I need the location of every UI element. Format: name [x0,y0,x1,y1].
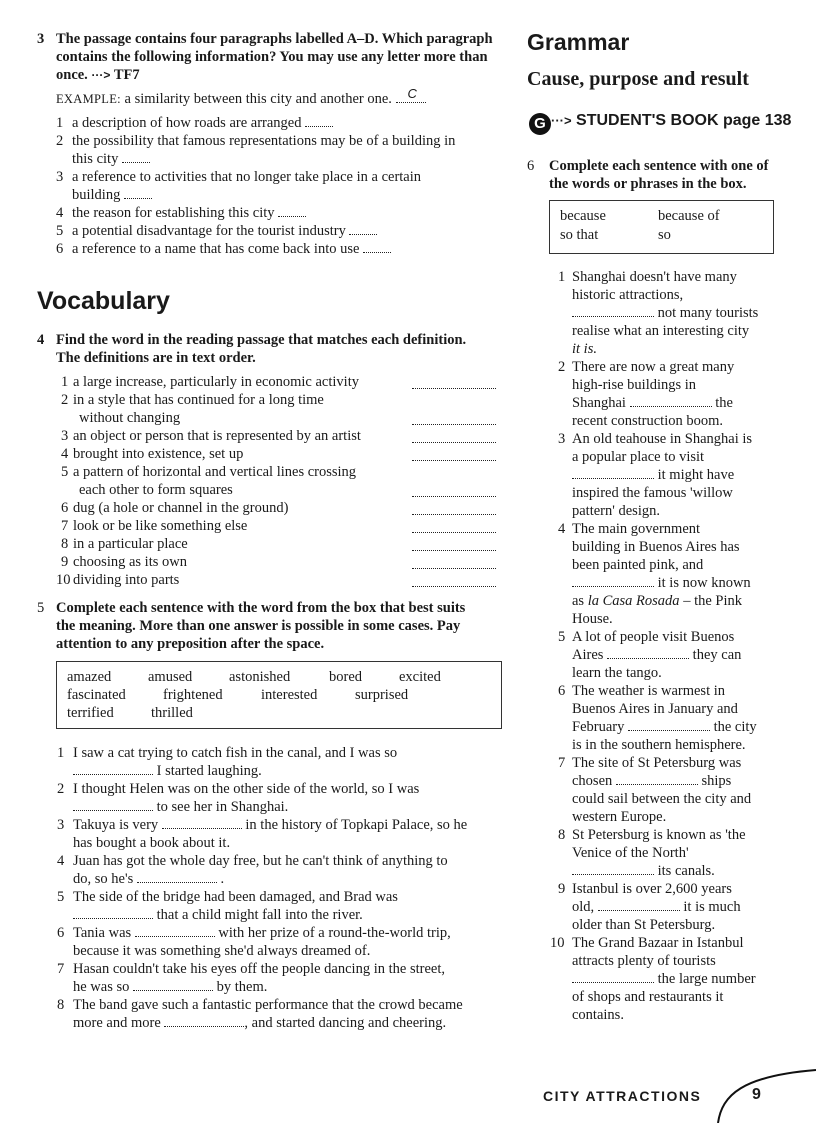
sentence-text: it is. [572,341,597,357]
item-number: 1 [56,115,64,131]
item-number: 6 [57,925,65,941]
sentence-text: February [572,719,625,735]
q3-number: 3 [37,31,45,47]
list-item [37,553,507,571]
answer-blank[interactable] [164,1015,244,1027]
question-5 [37,599,507,653]
item-number: 6 [558,683,566,699]
item-text: a potential disadvantage for the tourist industry [72,223,346,239]
sentence-text: they can [692,647,742,663]
item-number: 7 [61,518,69,534]
answer-blank[interactable] [572,863,654,875]
answer-blank[interactable] [412,377,496,389]
sentence-text: contains. [572,1007,624,1023]
answer-blank[interactable] [73,799,153,811]
item-text: in a style that has continued for a long time [73,392,324,408]
q3-instruction-line-3: once. [56,67,88,83]
q3-example [37,86,507,108]
list-item [37,114,507,132]
list-item [37,780,507,816]
footer-curve-decoration [712,1060,816,1123]
item-text: choosing as its own [73,554,187,570]
list-item [548,430,798,520]
item-text-cont: this city [72,151,119,167]
sentence-text: do, so he's [73,871,134,887]
q6-instruction-line-2: the words or phrases in the box. [549,176,747,192]
list-item [37,888,507,924]
list-item [548,358,798,430]
item-number: 4 [61,446,69,462]
answer-blank[interactable] [412,431,496,443]
example-answer: C [407,86,417,101]
sentence-text: The main government [572,521,701,537]
sentence-text: a popular place to visit [572,449,705,465]
sentence-text: that a child might fall into the river. [156,907,363,923]
answer-blank[interactable] [412,485,496,497]
answer-blank[interactable] [137,871,217,883]
list-item [548,268,798,358]
item-text: dividing into parts [73,572,180,588]
q5-instruction-line-2: the meaning. More than one answer is possible in some cases. Pay [56,618,461,634]
question-3 [37,30,507,258]
sentence-text: Shanghai doesn't have many [572,269,737,285]
box-word: surprised [355,687,409,703]
item-text: the possibility that famous representations may be of a building in [72,133,456,149]
sentence-text: it might have [657,467,735,483]
item-number: 4 [57,853,65,869]
list-item [548,754,798,826]
q5-number: 5 [37,600,45,616]
box-word: terrified [67,705,114,721]
item-number: 5 [61,464,69,480]
sentence-text: in the history of Topkapi Palace, so he [245,817,468,833]
sentence-text: because it was something she'd always dreamed of. [73,943,371,959]
example-answer-blank[interactable] [396,86,426,103]
list-item [37,816,507,852]
sentence-text: old, [572,899,595,915]
answer-blank[interactable] [412,413,496,425]
list-item [548,934,798,1024]
item-number: 8 [57,997,65,1013]
answer-blank[interactable] [135,925,215,937]
footer-unit-title: CITY ATTRACTIONS [543,1088,702,1104]
sentence-text: by them. [216,979,268,995]
sentence-text: is in the southern hemisphere. [572,737,746,753]
sentence-text: recent construction boom. [572,413,723,429]
answer-blank[interactable] [598,899,680,911]
list-item [548,520,798,628]
item-number: 9 [61,554,69,570]
q3-instruction-line-1: The passage contains four paragraphs labelled A–D. Which paragraph [56,31,493,47]
sentence-text: been painted pink, and [572,557,704,573]
item-number: 4 [56,205,64,221]
sentence-italic-text: la Casa Rosada [587,593,680,609]
list-item [37,852,507,888]
sentence-text: ships [701,773,732,789]
sentence-text: to see her in Shanghai. [156,799,289,815]
answer-blank[interactable] [572,971,654,983]
item-number: 2 [61,392,69,408]
grammar-badge-icon: G [529,113,551,135]
answer-blank[interactable] [162,817,242,829]
box-word: bored [329,669,363,685]
sentence-text: the [715,395,733,411]
box-word: thrilled [151,705,193,721]
sentence-text: The side of the bridge had been damaged, and Brad was [73,889,398,905]
answer-blank[interactable] [572,575,654,587]
item-number: 2 [56,133,64,149]
example-text: a similarity between this city and another one. [124,91,392,107]
answer-blank[interactable] [607,647,689,659]
answer-blank[interactable] [124,187,152,199]
list-item [37,499,507,517]
sentence-text: inspired the famous 'willow [572,485,733,501]
list-item [37,744,507,780]
box-word: so that [560,227,599,243]
list-item [548,826,798,880]
grammar-subtitle: Cause, purpose and result [527,68,749,90]
q5-instruction-line-3: attention to any preposition after the space. [56,636,325,652]
sb-reference-text: STUDENT'S BOOK page 138 [576,112,792,129]
item-number: 10 [56,572,71,588]
sentence-text: with her prize of a round-the-world trip, [218,925,451,941]
vocabulary-title: Vocabulary [37,287,170,315]
sentence-text: as [572,593,585,609]
item-text: a pattern of horizontal and vertical lines crossing [73,464,357,480]
sentence-text: – the Pink [683,593,742,609]
sentence-text: House. [572,611,613,627]
sentence-text: western Europe. [572,809,667,825]
item-number: 3 [61,428,69,444]
box-word: astonished [229,669,291,685]
q6-word-box [549,200,774,254]
q6-sentence-list [548,268,798,1024]
sentence-text: could sail between the city and [572,791,752,807]
answer-blank[interactable] [73,763,153,775]
sentence-text: Takuya is very [73,817,159,833]
box-word: because [560,208,606,224]
sentence-text: learn the tango. [572,665,662,681]
list-item [37,571,507,589]
item-number: 9 [558,881,566,897]
item-number: 5 [56,223,64,239]
list-item [548,682,798,754]
sentence-text: St Petersburg is known as 'the [572,827,746,843]
list-item [37,222,507,240]
answer-blank[interactable] [616,773,698,785]
q5-word-box [56,661,502,729]
students-book-reference [529,112,791,135]
answer-blank[interactable] [349,223,377,235]
sentence-text: older than St Petersburg. [572,917,716,933]
list-item [37,924,507,960]
item-text: look or be like something else [73,518,248,534]
arrow-icon: ···> [551,113,572,128]
list-item [37,168,507,204]
sentence-text: has bought a book about it. [73,835,231,851]
sentence-text: more and more [73,1015,161,1031]
item-text: an object or person that is represented by an artist [73,428,361,444]
item-number: 10 [550,935,565,951]
box-word: interested [261,687,318,703]
list-item [37,391,507,427]
box-word: because of [658,208,720,224]
q6-instruction-line-1: Complete each sentence with one of [549,158,769,174]
box-word: fascinated [67,687,126,703]
q4-instruction-line-2: The definitions are in text order. [56,350,256,366]
list-item [548,628,798,682]
sentence-text: pattern' design. [572,503,660,519]
item-number: 8 [61,536,69,552]
example-label: EXAMPLE: [56,92,121,106]
question-4 [37,331,507,367]
item-number: 8 [558,827,566,843]
q4-definition-list [37,373,507,589]
answer-blank[interactable] [628,719,710,731]
sentence-text: building in Buenos Aires has [572,539,740,555]
item-number: 1 [61,374,69,390]
sentence-text: I started laughing. [156,763,262,779]
answer-blank[interactable] [412,575,496,587]
sentence-text: There are now a great many [572,359,735,375]
sentence-text: realise what an interesting city [572,323,750,339]
answer-blank[interactable] [363,241,391,253]
box-word: excited [399,669,441,685]
item-number: 6 [56,241,64,257]
sentence-text: it is much [683,899,741,915]
q4-instruction-line-1: Find the word in the reading passage that matches each definition. [56,332,467,348]
box-word: so [658,227,671,243]
answer-blank[interactable] [412,503,496,515]
sentence-text: not many tourists [657,305,759,321]
list-item [37,132,507,168]
answer-blank[interactable] [122,151,150,163]
item-text: a large increase, particularly in economic activity [73,374,359,390]
sentence-text: chosen [572,773,613,789]
answer-blank[interactable] [412,521,496,533]
list-item [37,996,507,1032]
q3-tf-reference: TF7 [113,67,140,83]
item-text: in a particular place [73,536,188,552]
list-item [37,427,507,445]
sentence-text: An old teahouse in Shanghai is [572,431,753,447]
answer-blank[interactable] [412,539,496,551]
answer-blank[interactable] [412,449,496,461]
answer-blank[interactable] [305,115,333,127]
item-number: 1 [558,269,566,285]
item-number: 6 [61,500,69,516]
list-item [37,960,507,996]
sentence-text: A lot of people visit Buenos [572,629,735,645]
list-item [37,463,507,499]
item-text: a description of how roads are arranged [72,115,302,131]
sentence-text: historic attractions, [572,287,684,303]
sentence-text: Venice of the North' [572,845,689,861]
item-text: brought into existence, set up [73,446,244,462]
sentence-text: Aires [572,647,604,663]
arrow-icon: ···> [91,68,111,82]
question-6 [527,157,797,193]
grammar-title: Grammar [527,29,630,55]
q4-number: 4 [37,332,45,348]
sentence-text: Tania was [73,925,132,941]
sentence-text: I thought Helen was on the other side of the world, so I was [73,781,420,797]
answer-blank[interactable] [73,907,153,919]
item-text: a reference to a name that has come back into use [72,241,360,257]
item-text: the reason for establishing this city [72,205,275,221]
answer-blank[interactable] [572,467,654,479]
sentence-text: , and started dancing and cheering. [244,1015,447,1031]
sentence-text: . [220,871,225,887]
sentence-text: Juan has got the whole day free, but he can't think of anything to [73,853,448,869]
sentence-text: Buenos Aires in January and [572,701,738,717]
sentence-text: the city [713,719,757,735]
sentence-text: attracts plenty of tourists [572,953,716,969]
item-text-cont: without changing [79,410,181,426]
item-text-cont: each other to form squares [79,482,233,498]
sentence-text: Istanbul is over 2,600 years [572,881,732,897]
item-number: 2 [57,781,65,797]
q3-instruction-line-2: contains the following information? You may use any letter more than [56,49,488,65]
box-word: amazed [67,669,112,685]
sentence-text: Shanghai [572,395,626,411]
item-text: a reference to activities that no longer take place in a certain [72,169,422,185]
q6-number: 6 [527,158,535,174]
list-item [37,445,507,463]
item-number: 5 [57,889,65,905]
sentence-text: high-rise buildings in [572,377,697,393]
sentence-text: The band gave such a fantastic performance that the crowd became [73,997,463,1013]
item-text: dug (a hole or channel in the ground) [73,500,289,516]
sentence-text: Hasan couldn't take his eyes off the people dancing in the street, [73,961,445,977]
box-word: frightened [163,687,223,703]
item-number: 3 [558,431,566,447]
sentence-text: he was so [73,979,130,995]
answer-blank[interactable] [278,205,306,217]
answer-blank[interactable] [630,395,712,407]
q3-instruction [37,30,507,84]
item-number: 7 [558,755,566,771]
q5-instruction-line-1: Complete each sentence with the word from the box that best suits [56,600,466,616]
answer-blank[interactable] [133,979,213,991]
sentence-text: its canals. [657,863,715,879]
item-number: 2 [558,359,566,375]
sentence-text: I saw a cat trying to catch fish in the canal, and I was so [73,745,398,761]
sentence-text: The weather is warmest in [572,683,726,699]
item-number: 3 [56,169,64,185]
list-item [37,204,507,222]
list-item [37,517,507,535]
list-item [37,373,507,391]
page-number: 9 [752,1086,761,1103]
item-number: 3 [57,817,65,833]
sentence-text: The Grand Bazaar in Istanbul [572,935,744,951]
answer-blank[interactable] [412,557,496,569]
list-item [548,880,798,934]
list-item [37,240,507,258]
item-number: 5 [558,629,566,645]
list-item [37,535,507,553]
item-number: 1 [57,745,65,761]
item-number: 7 [57,961,65,977]
item-number: 4 [558,521,566,537]
sentence-text: The site of St Petersburg was [572,755,742,771]
answer-blank[interactable] [572,305,654,317]
item-text-cont: building [72,187,121,203]
box-word: amused [148,669,193,685]
sentence-text: of shops and restaurants it [572,989,724,1005]
q5-sentence-list [37,744,507,1032]
sentence-text: the large number [657,971,756,987]
sentence-text: it is now known [657,575,751,591]
